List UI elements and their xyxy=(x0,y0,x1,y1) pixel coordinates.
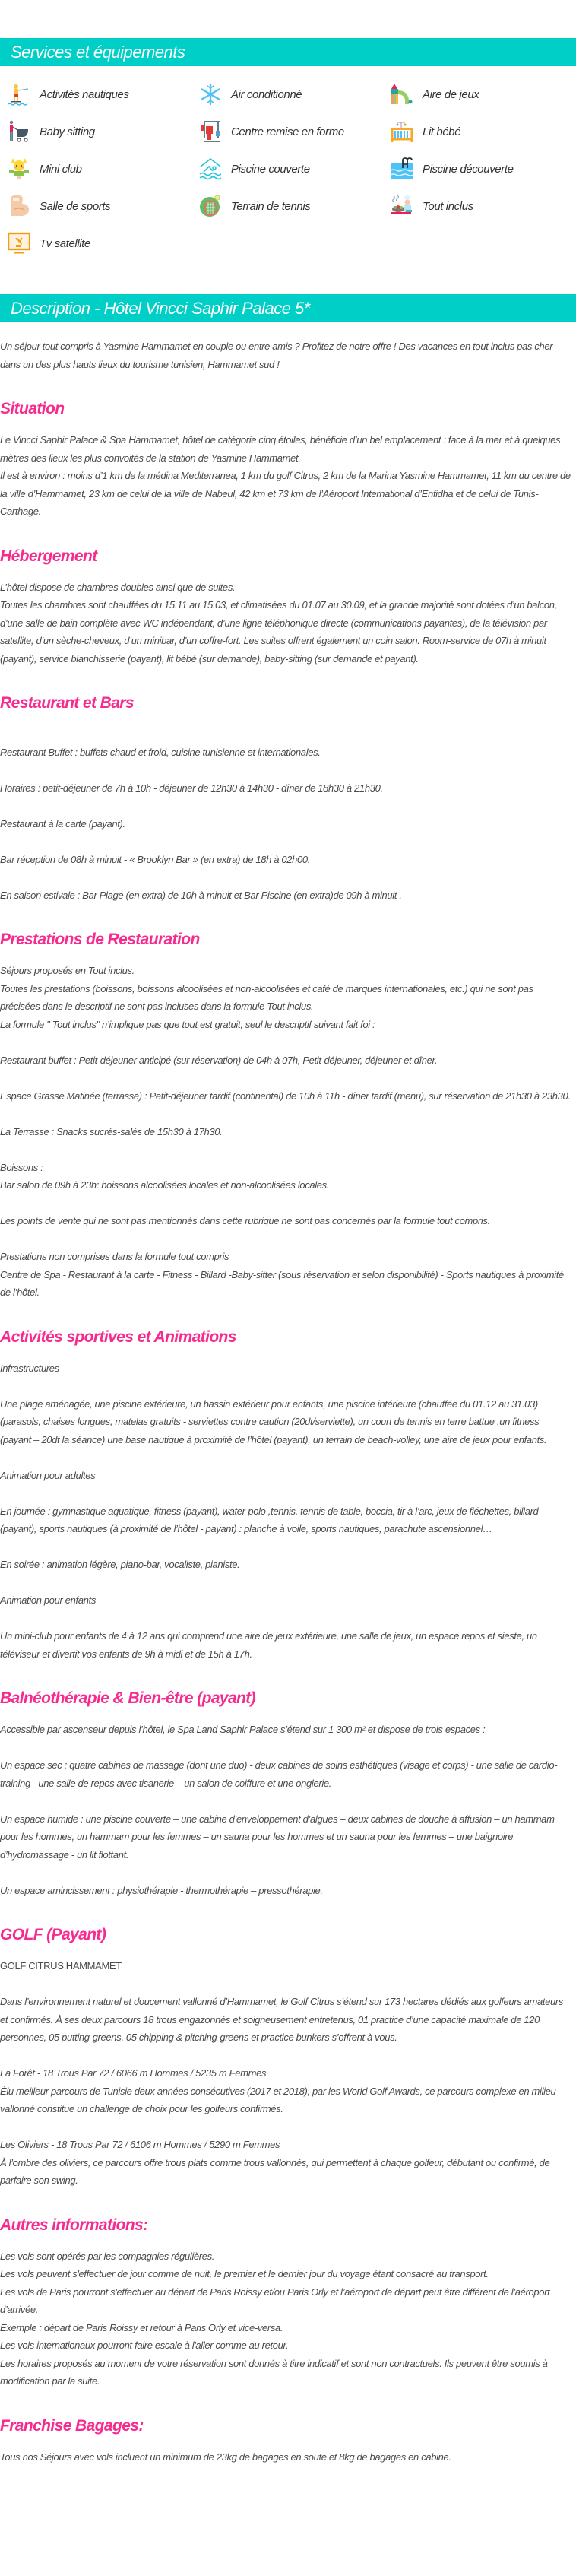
service-label: Salle de sports xyxy=(40,199,111,213)
service-label: Aire de jeux xyxy=(423,87,479,101)
indoor-pool-swimmer-icon xyxy=(199,157,222,180)
section-heading-activites: Activités sportives et Animations xyxy=(0,1328,236,1346)
service-item-centre-remise-en-forme xyxy=(199,120,391,143)
autres-line: Les vols internationaux pourront faire escale à l'aller comme au retour. xyxy=(0,2340,289,2351)
satellite-tv-icon xyxy=(8,232,30,255)
water-skiing-icon xyxy=(8,83,30,106)
description-banner xyxy=(0,294,576,322)
activites-infra: Une plage aménagée, une piscine extérieure, un bassin extérieur pour enfants, une piscine intérieure (chauffée du 01.12 au 31.03) (parasols, chaises longues, matelas gratuits - serviettes contre caution (20dt/serviette), un court de tennis en terre battue ,un fitness (payant – 20dt la séance) une base nautique à proximité de l’hôtel (payant), un terrain de beach-volley, une aire de jeux pour enfants. xyxy=(0,1397,547,1445)
balneo-intro: Accessible par ascenseur depuis l’hôtel, le Spa Land Saphir Palace s’étend sur 1 300 m² et dispose de trois espaces : xyxy=(0,1724,486,1735)
gym-machine-icon xyxy=(199,120,222,143)
autres-line: Les horaires proposés au moment de votre réservation sont donnés à titre indicatif et sont non contractuels. Ils peuvent être soumis à modification par la suite. xyxy=(0,2357,548,2387)
outdoor-pool-ladder-icon xyxy=(391,157,413,180)
hebergement-intro: L’hôtel dispose de chambres doubles ainsi que de suites. xyxy=(0,581,236,593)
section-heading-hebergement: Hébergement xyxy=(0,547,97,565)
service-item-lit-bebe xyxy=(391,120,576,143)
autres-line: Exemple : départ de Paris Roissy et retour à Paris Orly et vice-versa. xyxy=(0,2321,283,2333)
kid-icon xyxy=(8,157,30,180)
prestations-line: Toutes les prestations (boissons, boissons alcoolisées et non-alcoolisées et café de marques internationales, etc.) qui ne sont pas précisées dans le descriptif ne sont pas incluses dans la formule Tout inclus. xyxy=(0,982,533,1012)
prestations-points-de-vente: Les points de vente qui ne sont pas mentionnés dans cette rubrique ne sont pas concernés par la formule tout compris. xyxy=(0,1215,490,1226)
section-heading-bagages: Franchise Bagages: xyxy=(0,2416,144,2435)
bar-reception: Bar réception de 08h à minuit - « Brooklyn Bar » (en extra) de 18h à 02h00. xyxy=(0,853,311,865)
description-content xyxy=(0,338,576,2466)
service-label: Lit bébé xyxy=(423,125,461,138)
prestations-line: La formule " Tout inclus" n’implique pas que tout est gratuit, seul le descriptif suivant fait foi : xyxy=(0,1018,375,1030)
golf-foret: Élu meilleur parcours de Tunisie deux années consécutives (2017 et 2018), par les World Golf Awards, ce parcours complexe en milieu vallonné constitue un challenge de choix pour les golfeurs confirmés. xyxy=(0,2085,556,2114)
service-label: Piscine découverte xyxy=(423,162,514,176)
activites-journee: En journée : gymnastique aquatique, fitness (payant), water-polo ,tennis, tennis de table, boccia, tir à l’arc, jeux de fléchettes, billard (payant), sports nautiques (à proximité de l’hôtel - payant) : planche à voile, sports nautiques, parachute ascensionnel… xyxy=(0,1505,539,1534)
restaurant-buffet: Restaurant Buffet : buffets chaud et froid, cuisine tunisienne et internationales. xyxy=(0,746,321,758)
activites-infra-title: Infrastructures xyxy=(0,1362,59,1374)
service-item-aire-de-jeux xyxy=(391,83,576,106)
section-heading-prestations: Prestations de Restauration xyxy=(0,931,200,948)
prestations-boissons: Bar salon de 09h à 23h: boissons alcoolisées locales et non-alcoolisées locales. xyxy=(0,1179,330,1191)
bagages-text: Tous nos Séjours avec vols incluent un minimum de 23kg de bagages en soute et 8kg de bagages en cabine. xyxy=(0,2451,451,2463)
prestations-terrasse: La Terrasse : Snacks sucrés-salés de 15h30 à 17h30. xyxy=(0,1125,223,1137)
section-heading-situation: Situation xyxy=(0,400,65,417)
section-heading-balneo: Balnéothérapie & Bien-être (payant) xyxy=(0,1689,256,1707)
activites-enfants-title: Animation pour enfants xyxy=(0,1594,96,1606)
service-item-mini-club xyxy=(8,157,199,180)
autres-line: Les vols peuvent s'effectuer de jour comme de nuit, le premier et le dernier jour du voyage étant consacré au transport. xyxy=(0,2268,489,2279)
golf-oliviers: À l’ombre des oliviers, ce parcours offre trous plats comme trous vallonnés, qui permettent à chaque golfeur, débutant ou confirmé, de parfaire son swing. xyxy=(0,2156,550,2186)
service-label: Tout inclus xyxy=(423,199,473,213)
service-label: Terrain de tennis xyxy=(231,199,311,213)
service-item-tv-satellite xyxy=(8,232,199,255)
service-label: Tv satellite xyxy=(40,236,90,250)
chef-buffet-icon xyxy=(391,195,413,217)
flexed-arm-icon xyxy=(8,195,30,217)
hebergement-rooms: Toutes les chambres sont chauffées du 15.11 au 15.03, et climatisées du 01.07 au 30.09, et la grande majorité sont dotées d’un balcon, d’une salle de bain complète avec WC indépendant, d’une ligne téléphonique directe (communications payantes), de la télévision par satellite, d’un sèche-cheveux, d’un minibar, d’un coffre-fort. Les suites offrent également un coin salon. Room-service de 07h à minuit (payant), service blanchisserie (payant), lit bébé (sur demande), baby-sitting (sur demande et payant). xyxy=(0,599,557,665)
balneo-espace-sec: Un espace sec : quatre cabines de massage (dont une duo) - deux cabines de soins esthétiques (visage et corps) - une salle de cardio-training - une salle de repos avec tisanerie – un salon de coiffure et une onglerie. xyxy=(0,1759,558,1789)
golf-foret-title: La Forêt - 18 Trous Par 72 / 6066 m Hommes / 5235 m Femmes xyxy=(0,2067,267,2079)
playground-slide-icon xyxy=(391,83,413,106)
service-item-piscine-decouverte xyxy=(391,157,576,180)
golf-subtitle: GOLF CITRUS HAMMAMET xyxy=(0,1960,122,1972)
service-item-tout-inclus xyxy=(391,195,576,217)
prestations-non-comprises-title: Prestations non comprises dans la formule tout compris xyxy=(0,1251,229,1262)
service-label: Centre remise en forme xyxy=(231,125,344,138)
situation-distances: Il est à environ : moins d’1 km de la médina Mediterranea, 1 km du golf Citrus, 2 km de la Marina Yasmine Hammamet, 11 km du centre de la ville d’Hammamet, 23 km de celui de la ville de Nabeul, 42 km et 73 km de l’Aéroport International d’Enfidha et de celui de Tunis-Carthage. xyxy=(0,470,571,517)
prestations-boissons-title: Boissons : xyxy=(0,1161,43,1173)
prestations-line: Séjours proposés en Tout inclus. xyxy=(0,965,135,976)
balneo-espace-humide: Un espace humide : une piscine couverte – une cabine d’enveloppement d’algues – deux cabines de douche à affusion – un hammam pour les hommes, un hammam pour les femmes – un sauna pour les hommes et un sauna pour les femmes – une baignoire d’hydromassage - un lit flottant. xyxy=(0,1813,555,1861)
service-item-salle-de-sports xyxy=(8,195,199,217)
description-title: Description - Hôtel Vincci Saphir Palace 5* xyxy=(11,298,310,318)
service-label: Activités nautiques xyxy=(40,87,129,101)
section-heading-autres: Autres informations: xyxy=(0,2216,148,2234)
bar-saison-estivale: En saison estivale : Bar Plage (en extra) de 10h à minuit et Bar Piscine (en extra)de 09h à minuit . xyxy=(0,889,402,901)
prestations-grasse-matinee: Espace Grasse Matinée (terrasse) : Petit-déjeuner tardif (continental) de 10h à 11h - dîner tardif (menu), sur réservation de 21h30 à 23h30. xyxy=(0,1090,571,1102)
activites-adultes-title: Animation pour adultes xyxy=(0,1469,96,1481)
restaurant-carte: Restaurant à la carte (payant). xyxy=(0,817,125,830)
activites-enfants: Un mini-club pour enfants de 4 à 12 ans qui comprend une aire de jeux extérieure, une salle de jeux, un espace repos et sieste, un téléviseur et divertit vos enfants de 9h à midi et de 15h à 17h. xyxy=(0,1630,537,1660)
services-banner xyxy=(0,38,576,66)
activites-soiree: En soirée : animation légère, piano-bar, vocaliste, pianiste. xyxy=(0,1559,240,1570)
restaurant-horaires: Horaires : petit-déjeuner de 7h à 10h - déjeuner de 12h30 à 14h30 - dîner de 18h30 à 21h30. xyxy=(0,782,383,794)
service-label: Piscine couverte xyxy=(231,162,310,176)
intro-paragraph: Un séjour tout compris à Yasmine Hammamet en couple ou entre amis ? Profitez de notre offre ! Des vacances en tout inclus pas cher dans un des plus hauts lieux du tourisme tunisien, Hammamet sud ! xyxy=(0,341,553,370)
service-label: Air conditionné xyxy=(231,87,302,101)
prestations-non-comprises: Centre de Spa - Restaurant à la carte - Fitness - Billard -Baby-sitter (sous réservation et selon disponibilité) - Sports nautiques à proximité de l’hôtel. xyxy=(0,1268,564,1298)
stroller-icon xyxy=(8,120,30,143)
section-heading-restaurant: Restaurant et Bars xyxy=(0,694,134,712)
service-label: Mini club xyxy=(40,162,82,176)
snowflake-icon xyxy=(199,83,222,106)
golf-intro: Dans l’environnement naturel et doucement vallonné d’Hammamet, le Golf Citrus s’étend sur 173 hectares dédiés aux golfeurs amateurs et confirmés. À ses deux parcours 18 trous engazonnés et soigneusement entretenus, 01 practice d’une capacité maximale de 120 personnes, 05 putting-greens, 05 chipping & pitching-greens et practice bunkers s’offrent à vous. xyxy=(0,1996,564,2043)
autres-line: Les vols de Paris pourront s'effectuer au départ de Paris Roissy et/ou Paris Orly et l’aéroport de départ peut être différent de l’aéroport d’arrivée. xyxy=(0,2286,550,2315)
tennis-racket-icon xyxy=(199,195,222,217)
autres-line: Les vols sont opérés par les compagnies régulières. xyxy=(0,2250,215,2262)
service-item-baby-sitting xyxy=(8,120,199,143)
services-grid xyxy=(0,66,576,255)
service-label: Baby sitting xyxy=(40,125,95,138)
section-heading-golf: GOLF (Payant) xyxy=(0,1926,106,1943)
service-item-piscine-couverte xyxy=(199,157,391,180)
golf-oliviers-title: Les Oliviers - 18 Trous Par 72 / 6106 m Hommes / 5290 m Femmes xyxy=(0,2139,280,2150)
service-item-terrain-de-tennis xyxy=(199,195,391,217)
services-title: Services et équipements xyxy=(11,42,185,62)
situation-paragraph: Le Vincci Saphir Palace & Spa Hammamet, hôtel de catégorie cinq étoiles, bénéficie d’un bel emplacement : face à la mer et à quelques mètres des lieux les plus convoités de la station de Yasmine Hammamet. xyxy=(0,434,561,464)
baby-crib-icon xyxy=(391,120,413,143)
prestations-buffet: Restaurant buffet : Petit-déjeuner anticipé (sur réservation) de 04h à 07h, Petit-déjeuner, déjeuner et dîner. xyxy=(0,1054,438,1066)
service-item-activites-nautiques xyxy=(8,83,199,106)
service-item-air-conditionne xyxy=(199,83,391,106)
balneo-espace-amincissement: Un espace amincissement : physiothérapie - thermothérapie – pressothérapie. xyxy=(0,1884,323,1896)
